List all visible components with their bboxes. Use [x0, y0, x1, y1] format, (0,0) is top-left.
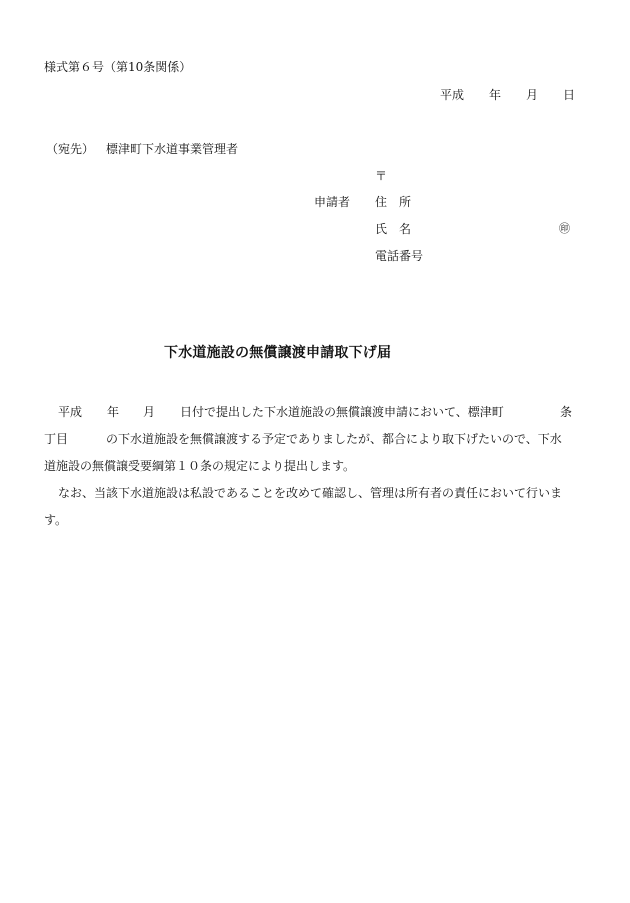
body-line-2-text: の下水道施設を無償譲渡する予定でありましたが、都合により取下げたいので、下水 [106, 432, 562, 446]
date-year: 年 [489, 88, 502, 102]
body-jo: 条 [560, 405, 573, 419]
phone-label: 電話番号 [375, 249, 424, 263]
body-line-5: す。 [44, 513, 68, 527]
postal-mark: 〒 [375, 169, 388, 183]
body-era: 平成 [58, 405, 83, 419]
date-month: 月 [526, 88, 539, 102]
date-era: 平成 [440, 88, 465, 102]
body-line-3: 道施設の無償譲受要綱第１０条の規定により提出します。 [44, 459, 356, 473]
date-day: 日 [563, 88, 576, 102]
body-chome: 丁目 [44, 432, 69, 446]
body-line-4: なお、当該下水道施設は私設であることを改めて確認し、管理は所有者の責任において行いま [58, 486, 563, 500]
body-month: 月 [143, 405, 156, 419]
body-year: 年 [107, 405, 120, 419]
seal-mark: ㊞ [559, 222, 570, 235]
addressee-name: 標津町下水道事業管理者 [106, 142, 239, 156]
document-title: 下水道施設の無償譲渡申請取下げ届 [164, 345, 392, 361]
addressee-label: （宛先） [46, 142, 95, 156]
form-number: 様式第６号（第10条関係） [44, 60, 192, 74]
name-label: 氏 名 [375, 222, 412, 236]
body-line-1-text: 日付で提出した下水道施設の無償譲渡申請において、標津町 [180, 405, 504, 419]
applicant-label: 申請者 [314, 195, 351, 209]
address-label: 住 所 [375, 195, 412, 209]
